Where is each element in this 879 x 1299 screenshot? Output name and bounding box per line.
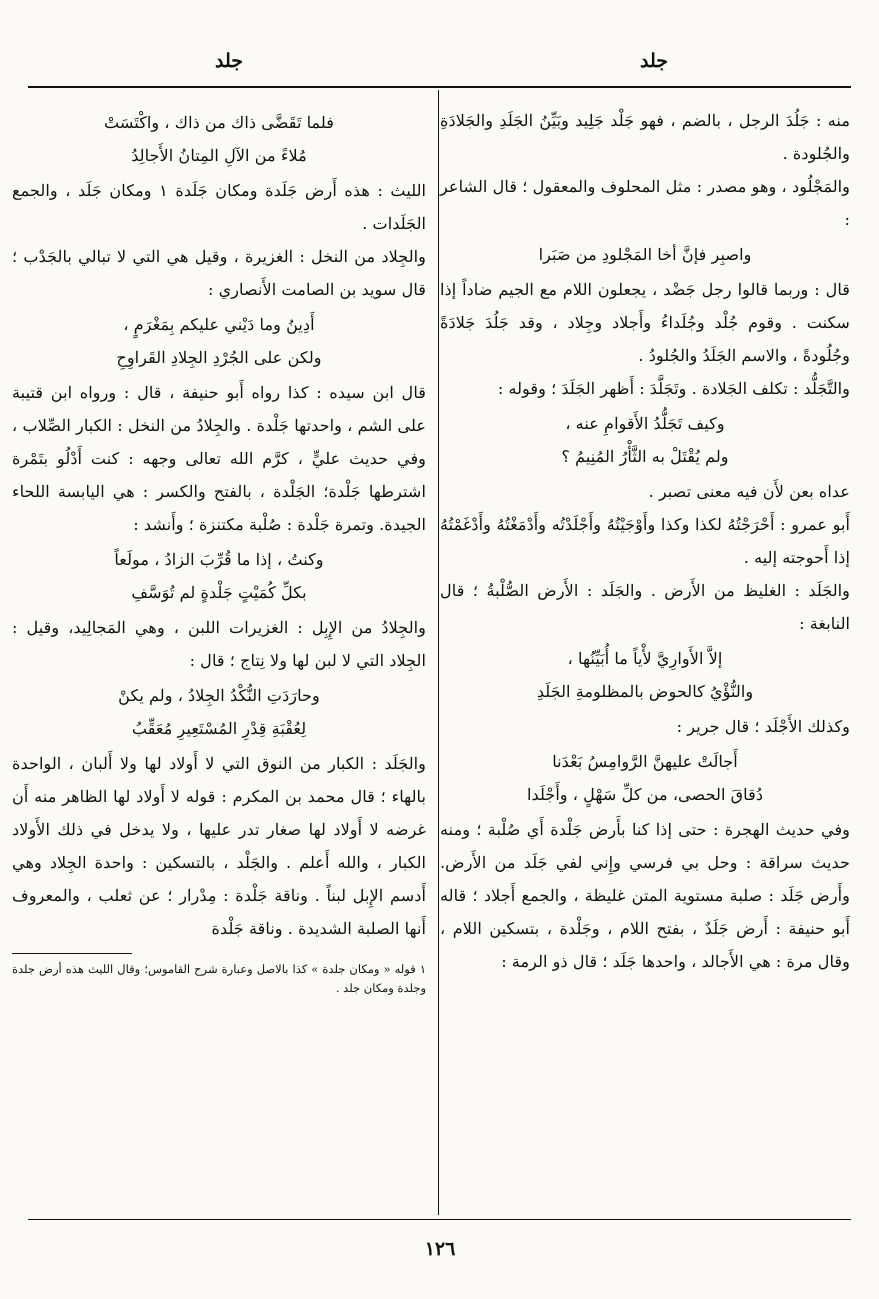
verse-block: [440, 745, 850, 811]
left-column: [12, 104, 426, 998]
paragraph: منه : جَلُدَ الرجل ، بالضم ، فهو جَلْد جَلِيد وبَيِّنُ الجَلَدِ والجَلادَةِ والجُلودة .: [440, 111, 850, 163]
verse-line: لِعُقْبَةِ قِدْرِ المُسْتَعِيرِ مُعَقِّبُ: [131, 719, 307, 738]
verse-line: أَجالَتْ عليهنَّ الرَّوامِسُ بَعْدَنا: [552, 752, 738, 771]
verse-block: [12, 106, 426, 172]
paragraph: والجَلَد : الغليظ من الأَرض . والجَلَد : الأَرض الصُّلْبةُ ؛ قال النابغة :: [440, 581, 850, 633]
verse-line: وكنتُ ، إذا ما قُرِّبَ الزادُ ، مولَعاً: [114, 550, 324, 569]
paragraph: أَبو عمرو : أَحْرَجْتُهُ لكذا وكذا وأَوْجَيْتُهُ وأَجْلَدْتُه وأَدْمَغْتُهُ وأَدْغَمْتُهُ إذا أَحوجته إليه .: [440, 515, 850, 567]
right-column: [440, 104, 850, 978]
bottom-rule: [28, 1219, 851, 1220]
verse-line: أَدِينُ وما دَيْني عليكم بِمَغْرَمٍ ،: [123, 315, 315, 334]
verse-line: دُقاقَ الحصى، من كلِّ سَهْلٍ ، وأَجْلَدا: [526, 785, 764, 804]
paragraph: قال : وربما قالوا رجل جَضْد ، يجعلون اللام مع الجيم ضاداً إذا سكنت . وقوم جُلْد وجُلَداءُ وأَجلاد وجِلاد ، وقد جَلُدَ جَلادَةً وجُلُودةً ، والاسم الجَلَدُ والجُلودُ .: [440, 280, 850, 365]
verse-block: [440, 407, 850, 473]
verse-line: وكيف تَجَلُّدُ الأَقوامِ عنه ،: [565, 414, 725, 433]
column-divider: [438, 90, 439, 1215]
paragraph: والجِلادُ من الإِبِل : الغزيرات اللبن ، وهي المَجالِيد، وقيل : الجِلاد التي لا لبن لها ولا نِتاج ؛ قال :: [12, 618, 426, 670]
verse-line: والنُّؤْيُ كالحوض بالمظلومةِ الجَلَدِ: [536, 682, 754, 701]
verse-line: واصبِر فإنَّ أخا المَجْلودِ من صَبَرا: [538, 245, 752, 264]
verse-block: [12, 308, 426, 374]
verse-line: ولم يُقْتَلْ به الثَّأْرُ المُنِيمُ ؟: [561, 447, 729, 466]
paragraph: والمَجْلُود ، وهو مصدر : مثل المحلوف والمعقول ؛ قال الشاعر :: [440, 177, 850, 229]
verse-block: [12, 543, 426, 609]
paragraph: الليث : هذه أَرض جَلَدة ومكان جَلَدة ١ ومكان جَلَد ، والجمع الجَلَدات .: [12, 181, 427, 233]
paragraph: عداه بعن لأَن فيه معنى تصبر .: [648, 482, 850, 501]
verse-block: [440, 238, 850, 271]
footnote-rule: [12, 953, 132, 954]
verse-block: [440, 642, 850, 708]
paragraph: قال ابن سيده : كذا رواه أَبو حنيفة ، قال : ورواه ابن قتيبة على الشم ، واحدتها جَلْدة . والجِلادُ من النخل : الكبار الصِّلاب ، وفي حديث عليٍّ ، كرَّم الله تعالى وجهه : كنت أَدْلُو بتَمْرة اشترطها جَلْدة؛ الجَلْدة ، بالفتح والكسر : هي اليابسة اللحاء الجيدة. وتمرة جَلْدة : صُلْبة مكتنزة ؛ وأَنشد :: [12, 383, 426, 534]
footnote: ١ قوله « ومكان جلدة » كذا بالاصل وعبارة شرح القاموس؛ وقال الليث هذه أرض جلدة وجلدة ومكان جلد .: [12, 962, 426, 995]
verse-block: [12, 679, 426, 745]
paragraph: وفي حديث الهجرة : حتى إذا كنا بأَرض جَلْدة أَي صُلْبة ؛ ومنه حديث سراقة : وحل بي فرسي وإِني لفي جَلَد من الأَرض. وأَرض جَلَد : صلبة مستوية المتن غليظة ، والجمع أَجلاد ؛ قاله أَبو حنيفة : أَرض جَلَدٌ ، بفتح اللام ، وجَلْدة ، بتسكين اللام ، وقال مرة : هي الأَجالد ، واحدها جَلَد ؛ قال ذو الرمة :: [440, 820, 850, 971]
verse-line: وحارَدَتِ النُّكْدُ الجِلادُ ، ولم يكنْ: [118, 686, 320, 705]
verse-line: مُلاءً من الآلِ المِتانُ الأَجالِدُ: [131, 146, 307, 165]
paragraph: والجِلاد من النخل : الغزيرة ، وقيل هي التي لا تبالي بالجَدْب ؛ قال سويد بن الصامت الأَنصاري :: [12, 247, 426, 299]
paragraph: والجَلَد : الكبار من النوق التي لا أَولاد لها ولا أَلبان ، الواحدة بالهاء ؛ قال محمد بن المكرم : قوله لا أَولاد لها الظاهر منه أَن غرضه لا أَولاد لها صغار تدر عليها ، ولا يدخل في ذلك الأَولاد الكبار ، والله أَعلم . والجَلْد ، بالتسكين : واحدة الجِلاد وهي أَدسم الإِبل لبناً . وناقة جَلْدة : مِدْرار ؛ عن ثعلب ، والمعروف أَنها الصلبة الشديدة . وناقة جَلْدة: [12, 754, 426, 938]
left-column-body: [12, 106, 426, 945]
top-rule: [28, 86, 851, 88]
verse-line: ولكن على الجُرْدِ الجِلادِ القَراوِحِ: [116, 348, 322, 367]
verse-line: بكلِّ كُمَيْتٍ جَلْدةٍ لم تُوَسَّفِ: [131, 583, 307, 602]
verse-line: إلاَّ الأَوارِيَّ لأْياً ما أُبَيِّنُها ،: [567, 649, 723, 668]
header-left-word: جلد: [215, 50, 244, 72]
paragraph: وكذلك الأَجْلَد ؛ قال جرير :: [676, 717, 850, 736]
paragraph: والتَّجَلُّد : تكلف الجَلادة . وتَجَلَّدَ : أَظهر الجَلَدَ ؛ وقوله :: [497, 379, 850, 398]
page-number: ١٢٦: [424, 1238, 456, 1260]
header-right-word: جلد: [640, 50, 669, 72]
verse-line: فلما تَقَضَّى ذاك من ذاك ، واكْتَسَتْ: [103, 113, 335, 132]
